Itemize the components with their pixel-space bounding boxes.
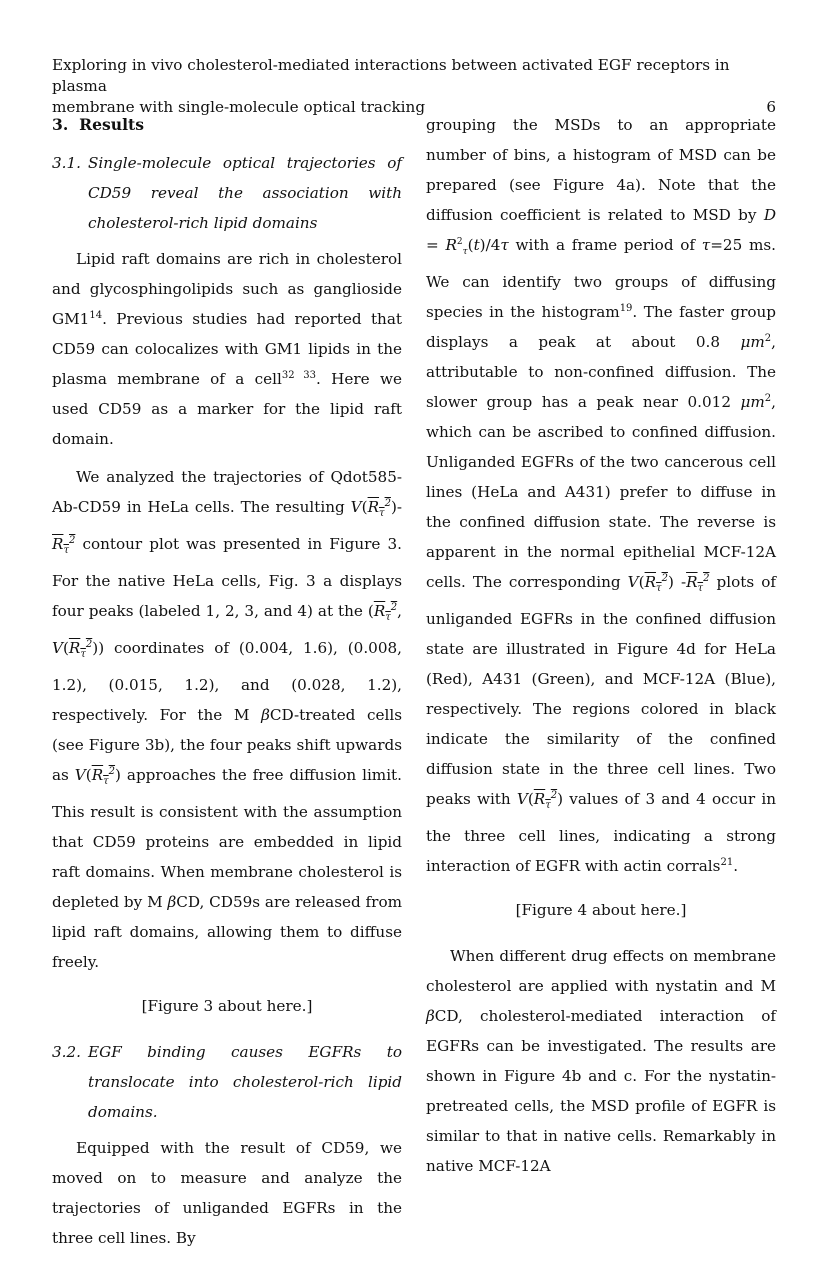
math-r-tau-sq: $R_\tau^2$ — [373, 602, 398, 624]
figure-3-placeholder: [Figure 3 about here.] — [141, 997, 313, 1016]
right-column — [426, 110, 776, 1189]
subsection-heading-3-2 — [52, 1037, 402, 1127]
subsection-title: Single-molecule optical trajectories of CD59 reveal the association with cholesterol-rich lipid domains — [88, 154, 402, 232]
math-r-tau-sq: $R_\tau^2$ — [644, 572, 668, 595]
text-run: . Previous studies had reported that CD59 can colocalizes with GM1 lipids in the plasma membrane of a cell — [52, 310, 402, 388]
paragraph-drug-effects — [426, 941, 776, 1181]
math-r-tau-sq: $R_\tau^2$ — [686, 572, 710, 595]
math-v-r-tau: V — [350, 498, 362, 516]
citation: 32 33 — [281, 369, 317, 381]
page-number: 6 — [766, 98, 776, 116]
text-run: CD, CD59s are released from lipid raft domains, allowing them to diffuse freely. — [52, 893, 402, 972]
figure-4-placeholder: [Figure 4 about here.] — [515, 901, 687, 920]
citation: 19 — [619, 302, 633, 314]
math-unit: μm — [740, 333, 765, 352]
text-run: contour plot was presented in Figure 3. For the native HeLa cells, Fig. 3 a displays four peaks (labeled 1, 2, 3, and 4) at the — [52, 535, 402, 621]
subsection-heading-3-1 — [52, 148, 402, 238]
text-run: , attributable to non-confined diffusion. The slower group has a peak near 0.012 — [426, 333, 776, 412]
text-run: values of 3 and 4 occur in the three cell lines, indicating a strong interaction of EGFR with actin corrals — [426, 790, 776, 876]
math-r-tau-sq: $R_\tau^2$ — [68, 639, 93, 661]
math-r-tau-sq: $R_\tau^2$ — [52, 534, 76, 557]
paragraph-lipid-raft — [52, 244, 402, 454]
math-tau: τ — [701, 236, 711, 254]
paragraph-egfr-continued: grouping the MSDs to an appropriate number of bins, a histogram of MSD can be prepared (see Figure 4a). Note that the diffusion coefficient is related to MSD by $D = R^2_\tau(t)/4\tau$ with a frame period of τ=25 ms. We can identify two groups of diffusing species in the histogram$^{19}$. The faster group displays a peak at about 0.8 $\mu m^2$, attributable to non-confined diffusion. The slower group has a peak near 0.012 $\mu m^2$, which can be ascribed to confined diffusion. Unliganded EGFRs of the two cancerous cell lines (HeLa and A431) prefer to diffuse in the confined diffusion state. The reverse is apparent in the normal epithelial MCF-12A cells. The corresponding $V(R_\tau^2)$ $-R_\tau^2$ plots of unliganded EGFRs in the confined diffusion state are illustrated in Figure 4d for HeLa (Red), A431 (Green), and MCF-12A (Blue), respectively. The regions colored in black indicate the similarity of the confined diffusion state in the three cell lines. Two peaks with $V(R_\tau^2)$ values of 3 and 4 occur in the three cell lines, indicating a strong interaction of EGFR with actin corrals$^{21}$. — [426, 116, 776, 876]
subsection-number: 3.2. — [52, 1043, 81, 1062]
text-run: Equipped with the result of CD59, we moved on to measure and analyze the trajectories of unliganded EGFRs in the three cell lines. By — [52, 1139, 402, 1248]
left-column — [52, 110, 402, 1261]
math-beta: β — [167, 893, 177, 912]
math-beta: β — [426, 1007, 435, 1026]
text-run: . Here we used CD59 as a marker for the lipid raft domain. — [52, 370, 402, 448]
text-run: grouping the MSDs to an appropriate number of bins, a histogram of MSD can be prepared (see Figure 4a). Note that the diffusion coefficient is related to MSD by — [426, 116, 776, 224]
text-run: approaches the free diffusion limit. This result is consistent with the assumption that CD59 proteins are embedded in lipid raft domains. When membrane cholesterol is depleted by M — [52, 766, 402, 912]
text-run: , which can be ascribed to confined diffusion. Unliganded EGFRs of the two cancerous cell lines (HeLa and A431) prefer to diffuse in the confined diffusion state. The reverse is apparent in the normal epithelial MCF-12A cells. The corresponding — [426, 393, 776, 592]
text-run: . — [733, 857, 739, 876]
section-heading — [52, 110, 402, 140]
math-r-tau-sq: $R_\tau^2$ — [367, 497, 391, 520]
subsection-title: EGF binding causes EGFRs to translocate into cholesterol-rich lipid domains. — [88, 1043, 402, 1122]
math-unit: μm — [740, 393, 765, 412]
text-run: When different drug effects on membrane cholesterol are applied with nystatin and M — [426, 947, 776, 996]
math-diffusion-eq: D — [763, 206, 776, 224]
text-run: CD, cholesterol-mediated interaction of EGFRs can be investigated. The results are shown in Figure 4b and c. For the nystatin-pretreated cells, the MSD profile of EGFR is similar to that in native cells. Remarkably in native MCF-12A — [426, 1007, 776, 1176]
text-run: plots of unliganded EGFRs in the confined diffusion state are illustrated in Figure 4d for HeLa (Red), A431 (Green), and MCF-12A (Blue), respectively. The regions colored in black indicate the similarity of the confined diffusion state in the three cell lines. Two peaks with — [426, 573, 776, 809]
math-beta: β — [261, 706, 270, 725]
text-run: with a frame period of — [508, 236, 702, 254]
citation: 21 — [720, 857, 734, 869]
text-run: CD-treated cells (see Figure 3b), the four peaks shift upwards as — [52, 706, 402, 785]
citation: 14 — [89, 309, 103, 321]
text-run: =25 ms. We can identify two groups of diffusing species in the histogram — [426, 236, 776, 322]
math-r-tau-sq: $R_\tau^2$ — [533, 790, 558, 812]
section-title: Results — [79, 115, 145, 134]
text-run: Lipid raft domains are rich in cholesterol and glycosphingolipids such as ganglioside GM1 — [52, 250, 402, 328]
section-number: 3. — [52, 115, 69, 134]
subsection-number: 3.1. — [52, 154, 81, 172]
math-r-tau-sq: $R_\tau^2$ — [91, 766, 116, 788]
text-run: coordinates of (0.004, 1.6), (0.008, 1.2), (0.015, 1.2), and (0.028, 1.2), respectively. For the M — [52, 639, 402, 725]
paragraph-cd59-trajectories: We analyzed the trajectories of Qdot585-Ab-CD59 in HeLa cells. The resulting $V(R_\tau^2)-R_\tau^2$ contour plot was presented in Figure 3. For the native HeLa cells, Fig. 3 a displays four peaks (labeled 1, 2, 3, and 4) at the ($R_\tau^2$, $V(R_\tau^2)$) coordinates of (0.004, 1.6), (0.008, 1.2), (0.015, 1.2), and (0.028, 1.2), respectively. For the M βCD-treated cells (see Figure 3b), the four peaks shift upwards as $V(R_\tau^2)$ approaches the free diffusion limit. This result is consistent with the assumption that CD59 proteins are embedded in lipid raft domains. When membrane cholesterol is depleted by M βCD, CD59s are released from lipid raft domains, allowing them to diffuse freely. — [52, 468, 402, 972]
running-title-line1: Exploring in vivo cholesterol-mediated interactions between activated EGF receptors in plasma — [52, 56, 730, 95]
paragraph-egfr-trajectories — [52, 1133, 402, 1253]
running-header — [52, 55, 776, 118]
text-run: We analyzed the trajectories of Qdot585-Ab-CD59 in HeLa cells. The resulting — [52, 468, 402, 516]
text-run: . The faster group displays a peak at about 0.8 — [426, 303, 776, 352]
running-title-line2: membrane with single-molecule optical tracking — [52, 98, 426, 116]
